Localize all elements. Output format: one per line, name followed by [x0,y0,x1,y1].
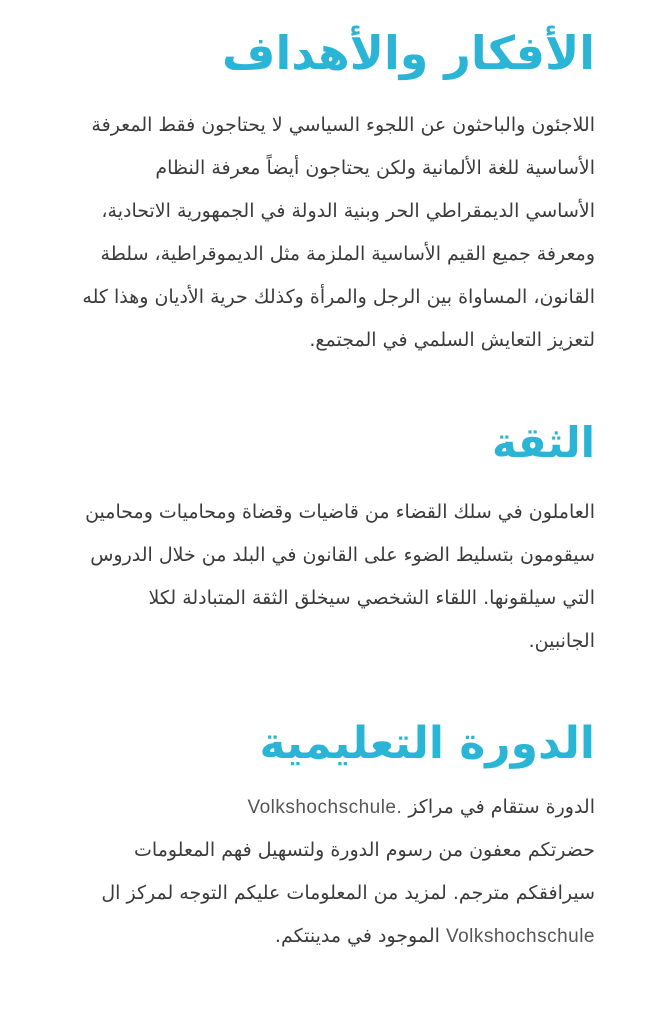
section-paragraph [50,786,595,958]
volkshochschule-term: Volkshochschule. [247,797,403,819]
paragraph-line [50,915,595,958]
section-heading: الدورة التعليمية [259,718,595,769]
paragraph-line: الأساسية للغة الألمانية ولكن يحتاجون أيضاً معرفة النظام [155,156,595,179]
section-paragraph [50,104,595,362]
volkshochschule-term: Volkshochschule [445,926,595,948]
paragraph-line: اللاجئون والباحثون عن اللجوء السياسي لا يحتاجون فقط المعرفة [91,113,595,136]
line-arabic-text: الموجود في مدينتكم. [274,925,440,948]
section-paragraph [50,491,595,663]
section-course [50,720,595,958]
paragraph-line: العاملون في سلك القضاء من قاضيات وقضاة ومحاميات ومحامين [85,501,595,524]
paragraph-line: لتعزيز التعايش السلمي في المجتمع. [309,328,595,351]
paragraph-line: الجانبين. [528,630,595,653]
paragraph-line: سيرافقكم مترجم. لمزيد من المعلومات عليكم التوجه لمركز ال [101,882,595,905]
section-heading: الأفكار والأهداف [222,26,595,80]
paragraph-line: حضرتكم معفون من رسوم الدورة ولتسهيل فهم المعلومات [134,839,595,862]
paragraph-line: ومعرفة جميع القيم الأساسية الملزمة مثل الديموقراطية، سلطة [100,242,595,265]
section-ideas-goals [50,28,595,362]
section-heading: الثقة [491,418,595,467]
section-trust [50,420,595,663]
line-arabic-text: الدورة ستقام في مراكز [408,796,595,819]
paragraph-line: سيقومون بتسليط الضوء على القانون في البلد من خلال الدروس [90,544,595,567]
paragraph-line [50,786,595,829]
paragraph-line: القانون، المساواة بين الرجل والمرأة وكذلك حرية الأديان وهذا كله [82,285,595,308]
paragraph-line: الأساسي الديمقراطي الحر وبنية الدولة في الجمهورية الاتحادية، [101,199,595,222]
paragraph-line: التي سيلقونها. اللقاء الشخصي سيخلق الثقة المتبادلة لكلا [148,587,595,610]
